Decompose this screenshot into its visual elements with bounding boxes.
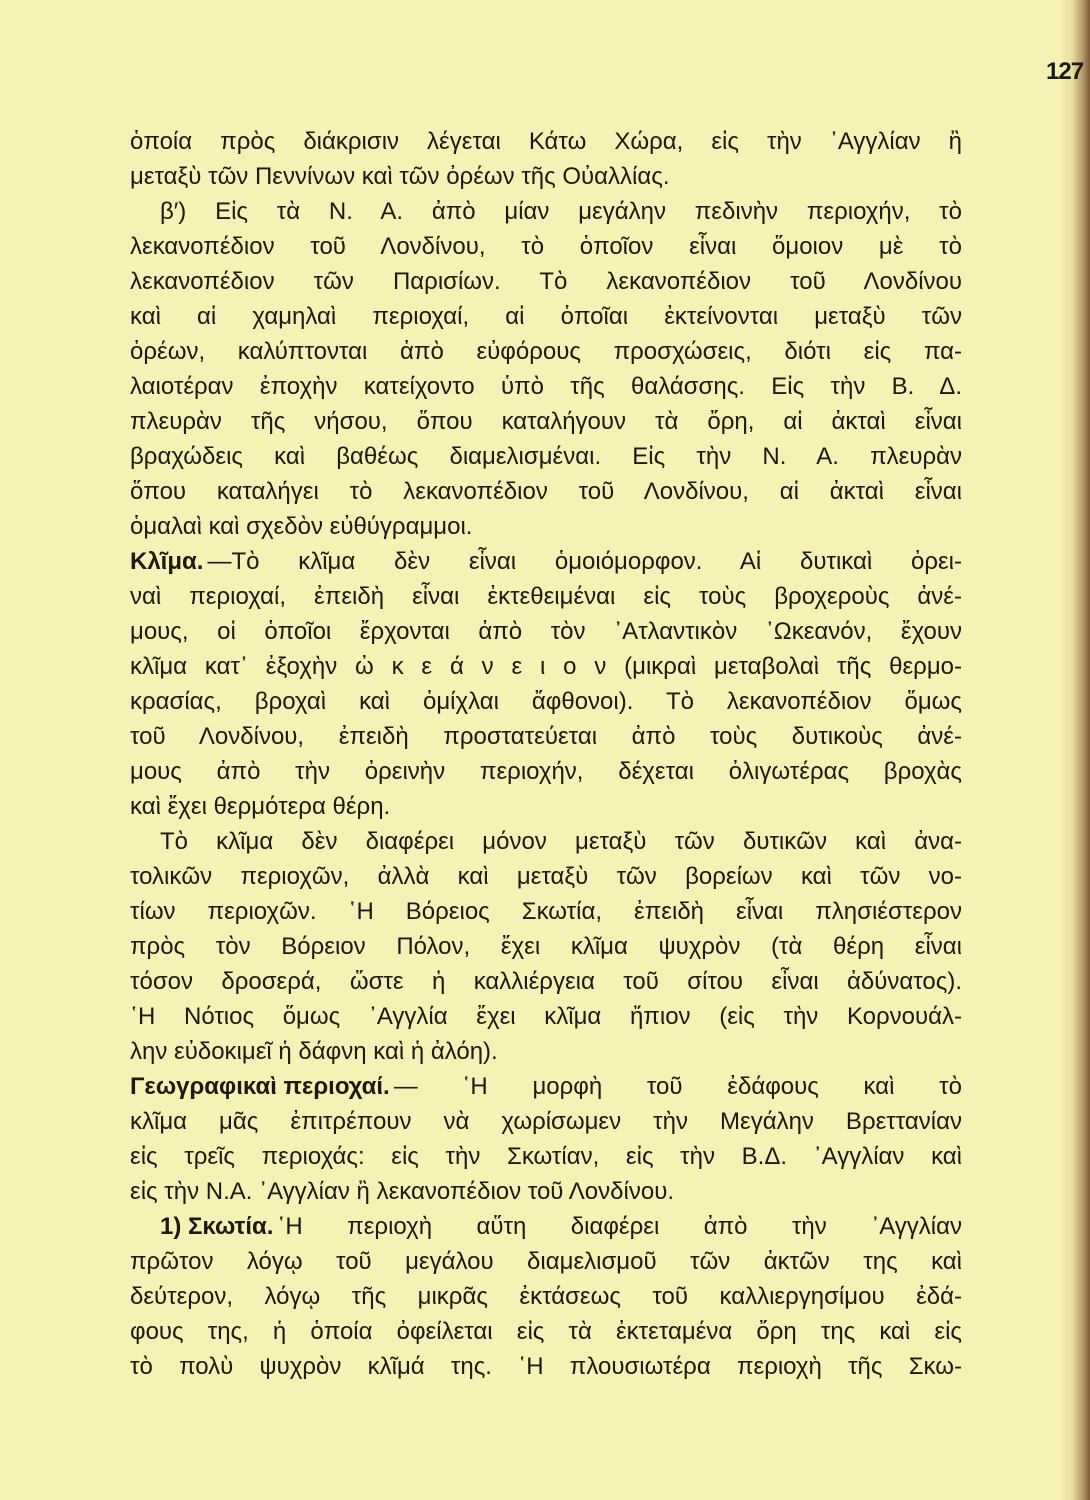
text-line	[130, 264, 962, 299]
text-line	[130, 404, 962, 439]
line-text: ῾Η περιοχὴ αὕτη διαφέρει ἀπὸ τὴν ᾿Αγγλίαν	[277, 1213, 962, 1240]
text-line	[130, 439, 962, 474]
line-text: ὁμαλαὶ καὶ σχεδὸν εὐθύγραμμοι.	[130, 513, 473, 540]
line-text: μους, οἱ ὁποῖοι ἔρχονται ἀπὸ τὸν ᾿Ατλαντικὸν ᾿Ωκεανόν, ἔχουν	[130, 618, 962, 645]
text-line	[130, 684, 962, 719]
line-text: καὶ ἔχει θερμότερα θέρη.	[130, 793, 391, 820]
line-text: μεταξὺ τῶν Πεννίνων καὶ τῶν ὀρέων τῆς Οὐαλλίας.	[130, 163, 670, 190]
text-line	[130, 894, 962, 929]
text-line	[130, 159, 962, 194]
line-text: τολικῶν περιοχῶν, ἀλλὰ καὶ μεταξὺ τῶν βορείων καὶ τῶν νο-	[130, 863, 962, 890]
line-text: ὀρέων, καλύπτονται ἀπὸ εὐφόρους προσχώσεις, διότι εἰς πα-	[130, 338, 962, 365]
text-line	[130, 1139, 962, 1174]
text-line	[130, 369, 962, 404]
line-text: κλῖμα κατ᾿ ἐξοχὴν ὠ κ ε ά ν ε ι ο ν (μικραὶ μεταβολαὶ τῆς θερμο-	[130, 653, 962, 680]
text-line	[130, 544, 962, 579]
line-text: καὶ αἱ χαμηλαὶ περιοχαί, αἱ ὁποῖαι ἐκτείνονται μεταξὺ τῶν	[130, 303, 962, 330]
line-text: πλευρὰν τῆς νήσου, ὅπου καταλήγουν τὰ ὄρη, αἱ ἀκταὶ εἶναι	[130, 408, 962, 435]
section-heading: 1) Σκωτία.	[160, 1213, 274, 1240]
text-line	[130, 719, 962, 754]
text-line	[130, 824, 962, 859]
line-text: —Τὸ κλῖμα δὲν εἶναι ὁμοιόμορφον. Αἱ δυτικαὶ ὀρει-	[207, 548, 962, 575]
line-text: Τὸ κλῖμα δὲν διαφέρει μόνον μεταξὺ τῶν δυτικῶν καὶ ἀνα-	[160, 828, 962, 855]
line-text: — ῾Η μορφὴ τοῦ ἐδάφους καὶ τὸ	[393, 1073, 962, 1100]
line-text: τίων περιοχῶν. ῾Η Βόρειος Σκωτία, ἐπειδὴ εἶναι πλησιέστερον	[130, 898, 962, 925]
text-line	[130, 1069, 962, 1104]
text-line	[130, 929, 962, 964]
text-line	[130, 124, 962, 159]
text-line	[130, 1104, 962, 1139]
line-text: πρῶτον λόγῳ τοῦ μεγάλου διαμελισμοῦ τῶν ἀκτῶν της καὶ	[130, 1248, 962, 1275]
line-text: κρασίας, βροχαὶ καὶ ὁμίχλαι ἄφθονοι). Τὸ λεκανοπέδιον ὅμως	[130, 688, 962, 715]
text-line	[130, 474, 962, 509]
line-text: β′) Εἰς τὰ Ν. Α. ἀπὸ μίαν μεγάλην πεδινὴν περιοχήν, τὸ	[160, 198, 962, 225]
line-text: τοῦ Λονδίνου, ἐπειδὴ προστατεύεται ἀπὸ τοὺς δυτικοὺς ἀνέ-	[130, 723, 962, 750]
text-line	[130, 334, 962, 369]
line-text: εἰς τρεῖς περιοχάς: εἰς τὴν Σκωτίαν, εἰς τὴν Β.Δ. ᾿Αγγλίαν καὶ	[130, 1143, 962, 1170]
line-text: δεύτερον, λόγῳ τῆς μικρᾶς ἐκτάσεως τοῦ καλλιεργησίμου ἐδά-	[130, 1283, 962, 1310]
line-text: λεκανοπέδιον τῶν Παρισίων. Τὸ λεκανοπέδιον τοῦ Λονδίνου	[130, 268, 962, 295]
text-line	[130, 229, 962, 264]
line-text: λεκανοπέδιον τοῦ Λονδίνου, τὸ ὁποῖον εἶναι ὅμοιον μὲ τὸ	[130, 233, 962, 260]
line-text: μους ἀπὸ τὴν ὀρεινὴν περιοχήν, δέχεται ὀλιγωτέρας βροχὰς	[130, 758, 962, 785]
text-line	[130, 1349, 962, 1384]
page-edge	[1060, 0, 1090, 1500]
line-text: ὁποία πρὸς διάκρισιν λέγεται Κάτω Χώρα, εἰς τὴν ᾿Αγγλίαν ἢ	[130, 128, 962, 155]
text-line	[130, 754, 962, 789]
text-line	[130, 859, 962, 894]
text-line	[130, 1174, 962, 1209]
text-line	[130, 999, 962, 1034]
text-line	[130, 194, 962, 229]
text-line	[130, 1279, 962, 1314]
text-line	[130, 649, 962, 684]
line-text: φους της, ἡ ὁποία ὀφείλεται εἰς τὰ ἐκτεταμένα ὄρη της καὶ εἰς	[130, 1318, 962, 1345]
text-line	[130, 579, 962, 614]
text-line	[130, 789, 962, 824]
line-text: λαιοτέραν ἐποχὴν κατείχοντο ὑπὸ τῆς θαλάσσης. Εἰς τὴν Β. Δ.	[130, 373, 962, 400]
line-text: ῾Η Νότιος ὅμως ᾿Αγγλία ἔχει κλῖμα ἤπιον (εἰς τὴν Κορνουάλ-	[130, 1003, 962, 1030]
page-number: 127	[1046, 58, 1084, 85]
text-line	[130, 1314, 962, 1349]
text-line	[130, 964, 962, 999]
line-text: ναὶ περιοχαί, ἐπειδὴ εἶναι ἐκτεθειμέναι εἰς τοὺς βροχεροὺς ἀνέ-	[130, 583, 962, 610]
body-text	[130, 124, 962, 1384]
text-line	[130, 614, 962, 649]
text-line	[130, 1209, 962, 1244]
line-text: τόσον δροσερά, ὥστε ἡ καλλιέργεια τοῦ σίτου εἶναι ἀδύνατος).	[130, 968, 962, 995]
line-text: λην εὐδοκιμεῖ ἡ δάφνη καὶ ἡ ἀλόη).	[130, 1038, 498, 1065]
text-line	[130, 299, 962, 334]
text-line	[130, 1244, 962, 1279]
line-text: πρὸς τὸν Βόρειον Πόλον, ἔχει κλῖμα ψυχρὸν (τὰ θέρη εἶναι	[130, 933, 962, 960]
line-text: κλῖμα μᾶς ἐπιτρέπουν νὰ χωρίσωμεν τὴν Μεγάλην Βρεττανίαν	[130, 1108, 962, 1135]
section-heading: Κλῖμα.	[130, 548, 204, 575]
line-text: βραχώδεις καὶ βαθέως διαμελισμέναι. Εἰς τὴν Ν. Α. πλευρὰν	[130, 443, 962, 470]
section-heading: Γεωγραφικαὶ περιοχαί.	[130, 1073, 390, 1100]
line-text: τὸ πολὺ ψυχρὸν κλῖμά της. ῾Η πλουσιωτέρα περιοχὴ τῆς Σκω-	[130, 1353, 962, 1380]
line-text: εἰς τὴν Ν.Α. ᾿Αγγλίαν ἢ λεκανοπέδιον τοῦ Λονδίνου.	[130, 1178, 674, 1205]
line-text: ὅπου καταλήγει τὸ λεκανοπέδιον τοῦ Λονδίνου, αἱ ἀκταὶ εἶναι	[130, 478, 962, 505]
text-line	[130, 509, 962, 544]
text-line	[130, 1034, 962, 1069]
